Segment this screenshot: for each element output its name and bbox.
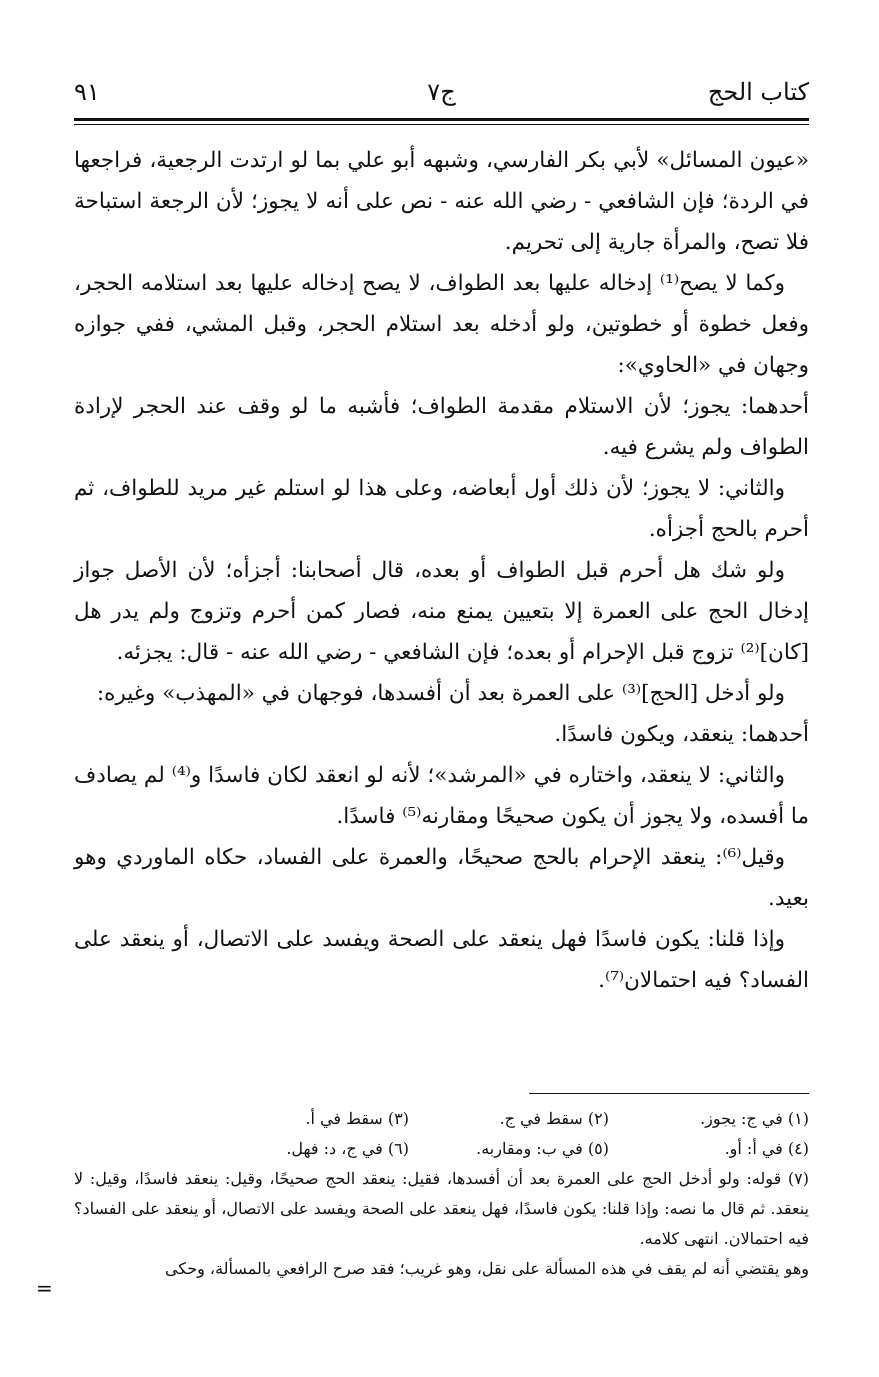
chapter-title: كتاب الحج bbox=[707, 78, 809, 106]
footnote-6: (٦) في ج، د: فهل. bbox=[286, 1139, 409, 1158]
footnotes bbox=[74, 1104, 809, 1284]
paragraph-7: أحدهما: ينعقد، ويكون فاسدًا. bbox=[554, 722, 809, 747]
footnote-3: (٣) سقط في أ. bbox=[305, 1109, 409, 1128]
footnote-4: (٤) في أ: أو. bbox=[724, 1139, 809, 1158]
footnote-2: (٢) سقط في ج. bbox=[499, 1109, 609, 1128]
paragraph-2: وكما لا يصح⁽¹⁾ إدخاله عليها بعد الطواف، لا يصح إدخاله عليها بعد استلامه الحجر، وفعل خطوة أو خطوتين، ولو أدخله بعد استلام الحجر، وقبل المشي، ففي جوازه وجهان في «الحاوي»: bbox=[74, 271, 809, 378]
paragraph-8: والثاني: لا ينعقد، واختاره في «المرشد»؛ لأنه لو انعقد لكان فاسدًا و⁽⁴⁾ لم يصادف ما أفسده، ولا يجوز أن يكون صحيحًا ومقارنه⁽⁵⁾ فاسدًا. bbox=[74, 763, 809, 829]
footnote-1: (١) في ج: يجوز. bbox=[700, 1109, 809, 1128]
continuation-mark: = bbox=[36, 1276, 53, 1300]
paragraph-3: أحدهما: يجوز؛ لأن الاستلام مقدمة الطواف؛ فأشبه ما لو وقف عند الحجر لإرادة الطواف ولم يشرع فيه. bbox=[74, 394, 809, 460]
paragraph-9: وقيل⁽⁶⁾: ينعقد الإحرام بالحج صحيحًا، والعمرة على الفساد، حكاه الماوردي وهو بعيد. bbox=[74, 845, 809, 911]
paragraph-1: «عيون المسائل» لأبي بكر الفارسي، وشبهه أبو علي بما لو ارتدت الرجعية، فراجعها في الردة؛ فإن الشافعي - رضي الله عنه - نص على أنه لا يجوز؛ لأن الرجعة استباحة فلا تصح، والمرأة جارية إلى تحريم. bbox=[74, 148, 809, 255]
paragraph-4: والثاني: لا يجوز؛ لأن ذلك أول أبعاضه، وعلى هذا لو استلم غير مريد للطواف، ثم أحرم بالحج أجزأه. bbox=[74, 476, 809, 542]
paragraph-10: وإذا قلنا: يكون فاسدًا فهل ينعقد على الصحة ويفسد على الاتصال، أو ينعقد على الفساد؟ فيه احتمالان⁽⁷⁾. bbox=[74, 927, 809, 993]
footnote-row-1 bbox=[74, 1104, 809, 1134]
header-rule-thin bbox=[74, 124, 809, 125]
main-text bbox=[74, 140, 809, 1001]
running-header bbox=[74, 78, 809, 112]
header-rule-thick bbox=[74, 118, 809, 121]
footnote-separator bbox=[529, 1093, 809, 1094]
footnote-7-continued: وهو يقتضي أنه لم يقف في هذه المسألة على نقل، وهو غريب؛ فقد صرح الرافعي بالمسألة، وحكى bbox=[165, 1259, 809, 1278]
footnote-7: (٧) قوله: ولو أدخل الحج على العمرة بعد أن أفسدها، فقيل: ينعقد الحج صحيحًا، وقيل: ينعقد فاسدًا، وقيل: لا ينعقد. ثم قال ما نصه: وإذا قلنا: يكون فاسدًا، فهل ينعقد على الصحة ويفسد على الاتصال، أو ينعقد على الفساد؟ فيه احتمالان. انتهى كلامه. bbox=[74, 1169, 809, 1248]
page-number: ٩١ bbox=[74, 78, 100, 106]
paragraph-6: ولو أدخل [الحج]⁽³⁾ على العمرة بعد أن أفسدها، فوجهان في «المهذب» وغيره: bbox=[96, 681, 785, 706]
footnote-row-2 bbox=[74, 1134, 809, 1164]
volume-label: ج٧ bbox=[427, 78, 456, 106]
paragraph-5: ولو شك هل أحرم قبل الطواف أو بعده، قال أصحابنا: أجزأه؛ لأن الأصل جواز إدخال الحج على العمرة إلا بتعيين يمنع منه، فصار كمن أحرم وتزوج ولم يدر هل [كان]⁽²⁾ تزوج قبل الإحرام أو بعده؛ فإن الشافعي - رضي الله عنه - قال: يجزئه. bbox=[74, 558, 809, 665]
footnote-5: (٥) في ب: ومقاربه. bbox=[476, 1139, 609, 1158]
